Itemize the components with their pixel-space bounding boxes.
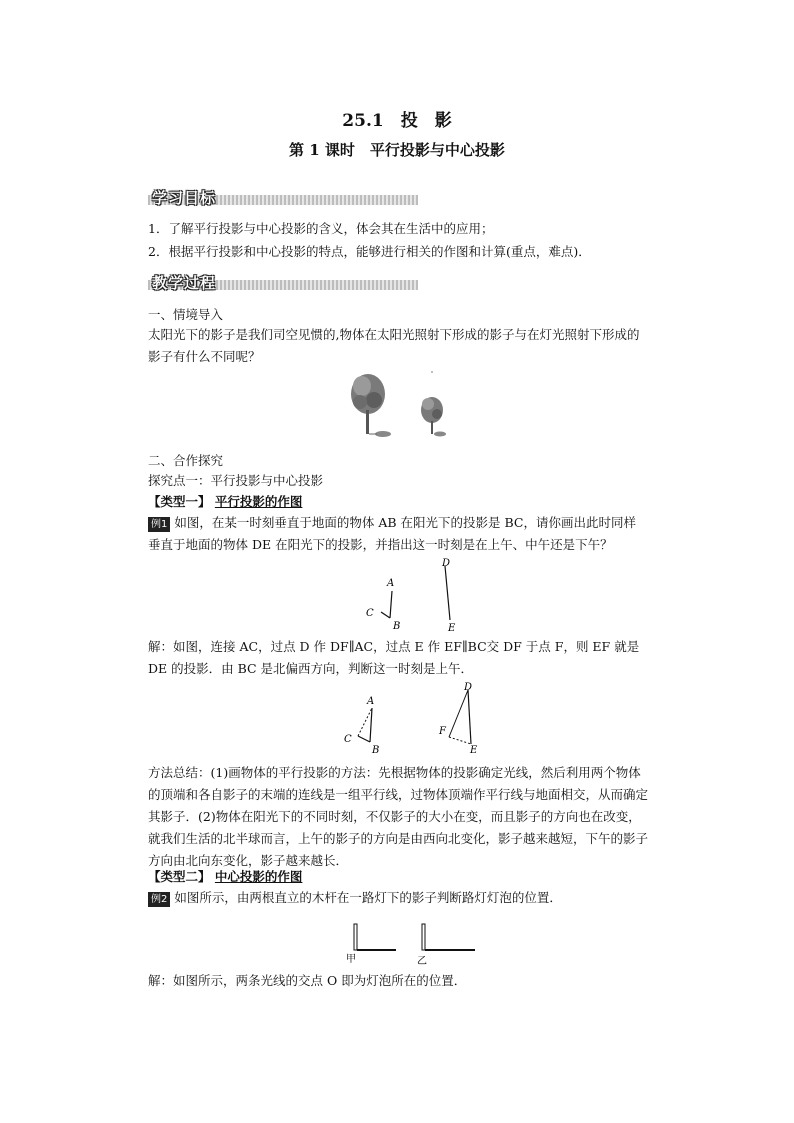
- type2-bracket: 【类型二】: [148, 869, 211, 884]
- tree-illustration: [340, 366, 470, 442]
- lesson-title: 第 1 课时 平行投影与中心投影: [289, 141, 505, 159]
- type1-title: 平行投影的作图: [214, 494, 303, 509]
- intro-heading: 一、情境导入: [148, 307, 224, 322]
- intro-text: 太阳光下的影子是我们司空见惯的,物体在太阳光照射下形成的影子与在灯光照射下形成的影子有什么不同呢？: [148, 327, 640, 364]
- example2-tag: 例2: [148, 892, 170, 907]
- type1-bracket: 【类型一】: [148, 494, 211, 509]
- fig2-label-d: D: [464, 682, 473, 693]
- example2-text: 如图所示，由两根直立的木杆在一路灯下的影子判断路灯灯泡的位置．: [174, 890, 562, 905]
- fig1-label-e: E: [448, 623, 456, 632]
- process-banner: [148, 276, 418, 292]
- fig2-label-f: F: [439, 726, 446, 737]
- objective-1: 1．了解平行投影与中心投影的含义，体会其在生活中的应用；: [148, 221, 494, 236]
- small-tree-icon: [421, 397, 446, 437]
- type2-heading: [148, 866, 648, 888]
- explore-heading: 二、合作探究: [148, 453, 224, 468]
- type1-heading: [148, 491, 648, 513]
- fig1-label-d: D: [442, 558, 451, 569]
- type2-title: 中心投影的作图: [214, 869, 303, 884]
- solution2: 解：如图所示，两条光线的交点 O 即为灯泡所在的位置．: [148, 973, 467, 988]
- objective-2: 2．根据平行投影和中心投影的特点，能够进行相关的作图和计算(重点，难点)．: [148, 244, 591, 259]
- pole-label-yi: 乙: [417, 956, 427, 966]
- example1-text: 如图，在某一时刻垂直于地面的物体 AB 在阳光下的投影是 BC，请你画出此时同样垂直于地面的物体 DE 在阳光下的投影，并指出这一时刻是在上午、中午还是下午？: [148, 515, 636, 552]
- large-tree-icon: [351, 374, 391, 437]
- objectives-banner: [148, 191, 418, 207]
- figure-two-poles: [338, 920, 488, 966]
- example1: [148, 512, 648, 556]
- fig2-label-c: C: [344, 734, 352, 745]
- fig2-label-e: E: [470, 745, 478, 756]
- fig2-label-a: A: [367, 696, 375, 707]
- section-title: 25.1 投 影: [342, 111, 452, 131]
- example2: [148, 887, 648, 909]
- fig2-label-b: B: [372, 745, 380, 756]
- method-summary: 方法总结：(1)画物体的平行投影的方法：先根据物体的投影确定光线，然后利用两个物体的顶端和各自影子的末端的连线是一组平行线，过物体顶端作平行线与地面相交，从而确定其影子．(2)物体在阳光下的不同时刻，不仅影子的大小在变，而且影子的方向也在改变，就我们生活的北半球而言，上午的影子的方向是由西向北变化，影子越来越短，下午的影子方向由北向东变化，影子越来越长．: [148, 765, 649, 868]
- objectives-banner-label: 学习目标: [152, 189, 217, 207]
- figure-ab-de: [360, 556, 470, 632]
- solution1: 解：如图，连接 AC，过点 D 作 DF∥AC，过点 E 作 EF∥BC交 DF 于点 F，则 EF 就是 DE 的投影．由 BC 是北偏西方向，判断这一时刻是上午．: [148, 639, 640, 676]
- pole-label-jia: 甲: [346, 954, 356, 965]
- explore-point1: 探究点一：平行投影与中心投影: [148, 473, 324, 488]
- fig1-label-a: A: [387, 578, 395, 589]
- figure-solution1: [340, 680, 490, 756]
- process-banner-label: 教学过程: [152, 274, 217, 292]
- fig1-label-b: B: [393, 621, 401, 632]
- example1-tag: 例1: [148, 517, 170, 532]
- fig1-label-c: C: [366, 608, 374, 619]
